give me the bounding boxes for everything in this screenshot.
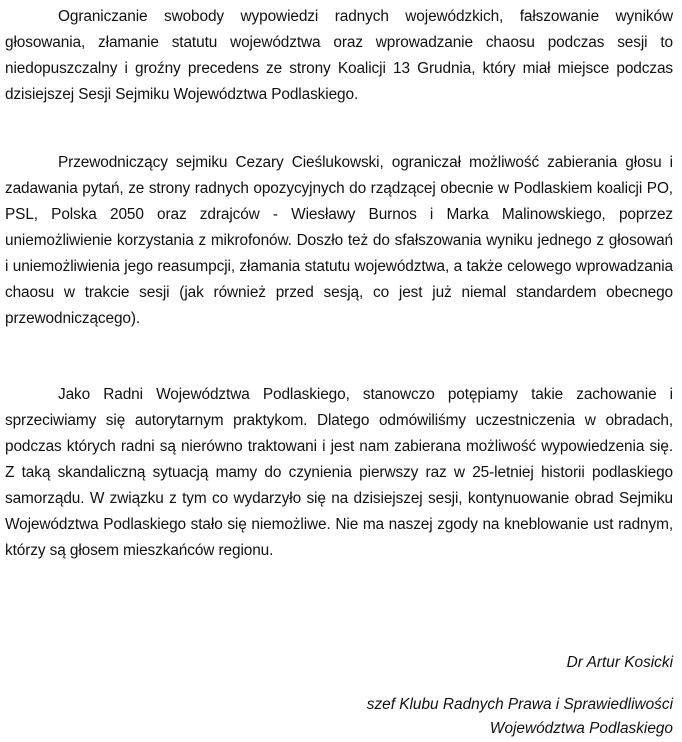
paragraph-2: Przewodniczący sejmiku Cezary Cieślukowski, ograniczał możliwość zabierania głosu i zadawania pytań, ze strony radnych opozycyjnych do rządzącej obecnie w Podlaskiem koalicji PO, PSL, Polska 2050 oraz zdrajców - Wiesławy Burnos i Marka Malinowskiego, poprzez uniemożliwienie korzystania z mikrofonów. Doszło też do sfałszowania wyniku jednego z głosowań i uniemożliwienia jego reasumpcji, złamania statutu województwa, a także celowego wprowadzania chaosu w trakcie sesji (jak również przed sesją, co jest już niemal standardem obecnego przewodniczącego). xyxy=(5,154,673,327)
signature-role-line-1: szef Klubu Radnych Prawa i Sprawiedliwości xyxy=(366,696,673,713)
signature-name: Dr Artur Kosicki xyxy=(566,654,673,671)
signature-role xyxy=(367,693,673,741)
signature-role-line-2: Województwa Podlaskiego xyxy=(489,720,673,737)
paragraph-3: Jako Radni Województwa Podlaskiego, stanowczo potępiamy takie zachowanie i sprzeciwiamy się autorytarnym praktykom. Dlatego odmówiliśmy uczestniczenia w obradach, podczas których radni są nierówno traktowani i jest nam zabierana możliwość wypowiedzenia się. Z taką skandaliczną sytuacją mamy do czynienia pierwszy raz w 25-letniej historii podlaskiego samorządu. W związku z tym co wydarzyło się na dzisiejszej sesji, kontynuowanie obrad Sejmiku Województwa Podlaskiego stało się niemożliwe. Nie ma naszej zgody na kneblowanie ust radnym, którzy są głosem mieszkańców regionu. xyxy=(5,386,673,559)
paragraph-1: Ograniczanie swobody wypowiedzi radnych wojewódzkich, fałszowanie wyników głosowania, złamanie statutu województwa oraz wprowadzanie chaosu podczas sesji to niedopuszczalny i groźny precedens ze strony Koalicji 13 Grudnia, który miał miejsce podczas dzisiejszej Sesji Sejmiku Województwa Podlaskiego. xyxy=(5,8,673,103)
